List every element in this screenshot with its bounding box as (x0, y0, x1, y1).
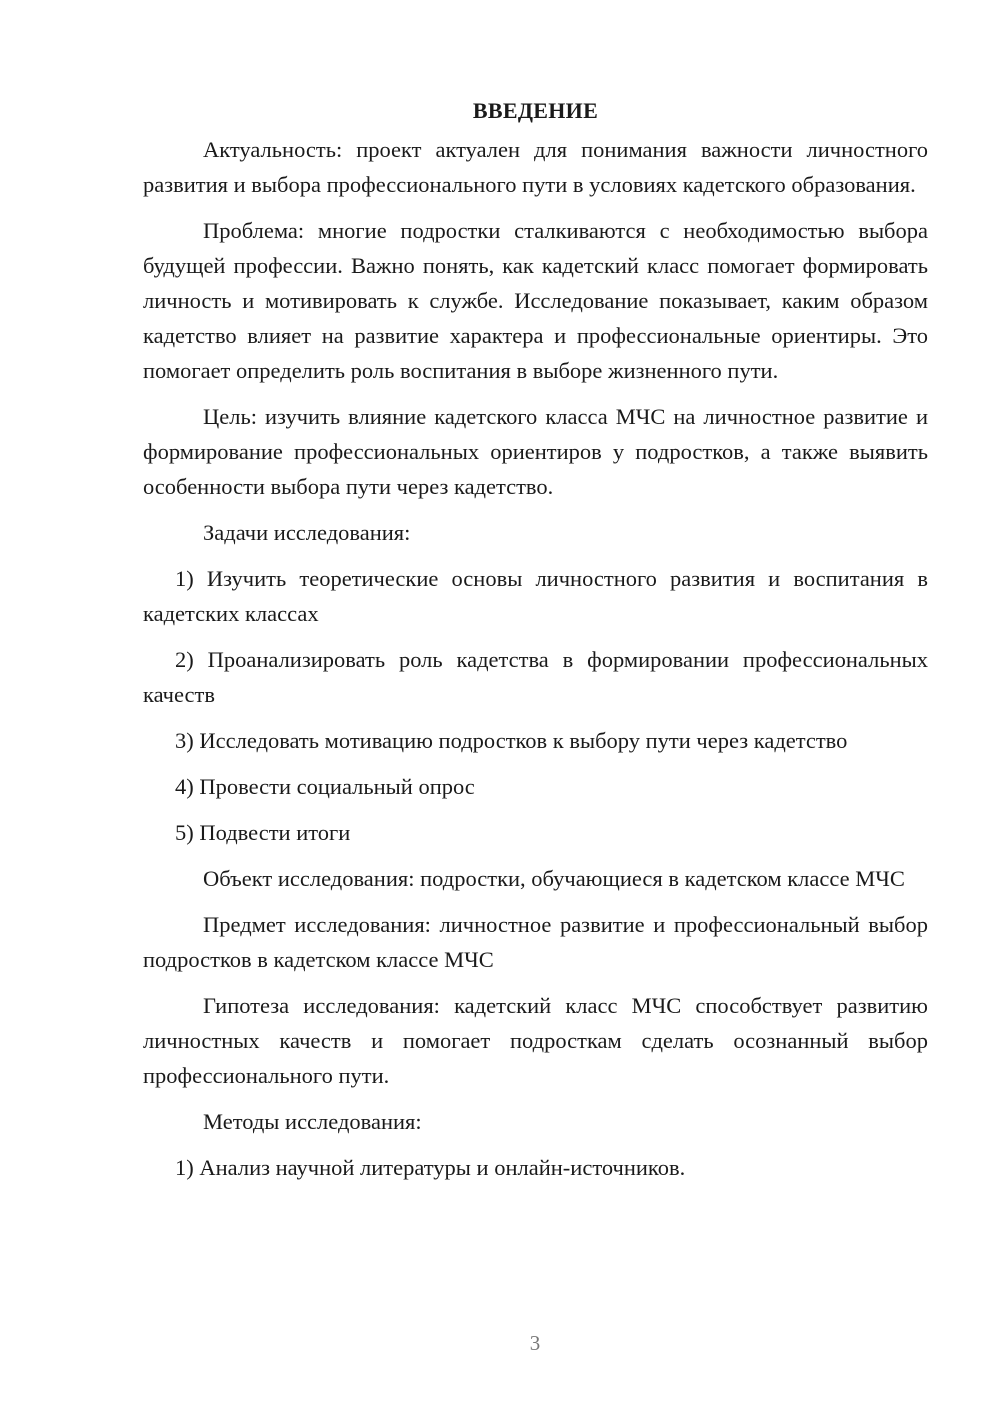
goal-paragraph: Цель: изучить влияние кадетского класса МЧС на личностное развитие и формирование профессиональных ориентиров у подростков, а также выявить особенности выбора пути через кадетство. (143, 404, 928, 499)
task-item-3: 3) Исследовать мотивацию подростков к выбору пути через кадетство (175, 728, 848, 753)
problem-paragraph: Проблема: многие подростки сталкиваются с необходимостью выбора будущей профессии. Важно понять, как кадетский класс помогает формировать личность и мотивировать к службе. Исследование показывает, каким образом кадетство влияет на развитие характера и профессиональные ориентиры. Это помогает определить роль воспитания в выборе жизненного пути. (143, 218, 928, 383)
methods-heading: Методы исследования: (203, 1109, 422, 1134)
relevance-paragraph: Актуальность: проект актуален для понимания важности личностного развития и выбора профессионального пути в условиях кадетского образования. (143, 137, 928, 197)
section-title: ВВЕДЕНИЕ (472, 98, 599, 123)
task-item-4: 4) Провести социальный опрос (175, 774, 475, 799)
subject-paragraph: Предмет исследования: личностное развитие и профессиональный выбор подростков в кадетском классе МЧС (143, 912, 928, 972)
task-item-1: 1) Изучить теоретические основы личностного развития и воспитания в кадетских классах (143, 566, 928, 626)
method-item-1: 1) Анализ научной литературы и онлайн-источников. (175, 1155, 686, 1180)
page-content (143, 94, 928, 1185)
object-paragraph: Объект исследования: подростки, обучающиеся в кадетском классе МЧС (203, 866, 905, 891)
task-item-5: 5) Подвести итоги (175, 820, 351, 845)
tasks-heading: Задачи исследования: (203, 520, 411, 545)
task-item-2: 2) Проанализировать роль кадетства в формировании профессиональных качеств (143, 647, 928, 707)
hypothesis-paragraph: Гипотеза исследования: кадетский класс МЧС способствует развитию личностных качеств и помогает подросткам сделать осознанный выбор профессионального пути. (143, 993, 928, 1088)
page-number: 3 (529, 1331, 541, 1355)
